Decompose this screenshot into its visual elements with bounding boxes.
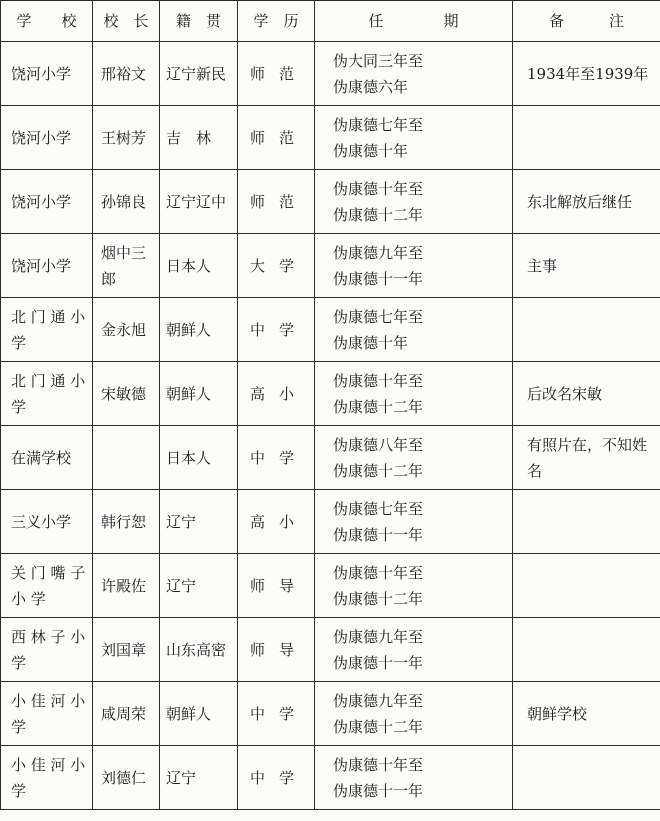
header-school: 学 校 [1, 1, 93, 42]
notes-cell [513, 554, 660, 618]
term-start: 伪康德九年至 [333, 691, 424, 710]
term-start: 伪大同三年至 [333, 51, 424, 70]
header-notes: 备 注 [513, 1, 660, 42]
origin-cell: 辽宁新民 [160, 42, 238, 106]
table-row [1, 554, 660, 618]
term-cell [315, 746, 513, 810]
notes-cell [513, 746, 660, 810]
header-term: 任 期 [315, 1, 513, 42]
school-cell: 北 门 通 小 学 [1, 362, 93, 426]
table-row [1, 682, 660, 746]
school-cell: 饶河小学 [1, 106, 93, 170]
term-start: 伪康德十年至 [333, 179, 424, 198]
table-row [1, 106, 660, 170]
origin-cell: 朝鲜人 [160, 298, 238, 362]
principal-cell: 孙锦良 [93, 170, 160, 234]
term-cell [315, 618, 513, 682]
origin-cell: 辽宁辽中 [160, 170, 238, 234]
table-row [1, 618, 660, 682]
school-cell: 小 佳 河 小 学 [1, 746, 93, 810]
education-cell: 高小 [238, 362, 315, 426]
term-cell [315, 106, 513, 170]
education-cell: 中学 [238, 682, 315, 746]
term-cell [315, 426, 513, 490]
principal-cell: 邢裕文 [93, 42, 160, 106]
education-cell: 中学 [238, 746, 315, 810]
principal-cell: 烟中三郎 [93, 234, 160, 298]
term-end: 伪康德十一年 [333, 525, 424, 544]
principal-cell: 刘德仁 [93, 746, 160, 810]
education-cell: 中学 [238, 426, 315, 490]
school-cell: 关 门 嘴 子 小 学 [1, 554, 93, 618]
education-cell: 师导 [238, 554, 315, 618]
term-cell [315, 490, 513, 554]
term-end: 伪康德十年 [333, 333, 409, 352]
origin-cell: 日本人 [160, 234, 238, 298]
school-cell: 三义小学 [1, 490, 93, 554]
term-start: 伪康德九年至 [333, 627, 424, 646]
notes-cell [513, 490, 660, 554]
term-start: 伪康德七年至 [333, 115, 424, 134]
term-cell [315, 682, 513, 746]
school-cell: 小 佳 河 小 学 [1, 682, 93, 746]
notes-cell: 有照片在，不知姓名 [513, 426, 660, 490]
term-start: 伪康德七年至 [333, 307, 424, 326]
term-end: 伪康德十一年 [333, 269, 424, 288]
term-end: 伪康德十二年 [333, 717, 424, 736]
principal-cell: 宋敏德 [93, 362, 160, 426]
term-end: 伪康德六年 [333, 77, 409, 96]
notes-cell: 主事 [513, 234, 660, 298]
origin-cell: 朝鲜人 [160, 362, 238, 426]
table-row [1, 490, 660, 554]
table-row [1, 234, 660, 298]
header-origin: 籍 贯 [160, 1, 238, 42]
origin-cell: 日本人 [160, 426, 238, 490]
term-end: 伪康德十二年 [333, 397, 424, 416]
principal-cell: 咸周荣 [93, 682, 160, 746]
school-cell: 在满学校 [1, 426, 93, 490]
term-start: 伪康德七年至 [333, 499, 424, 518]
term-end: 伪康德十二年 [333, 205, 424, 224]
school-cell: 饶河小学 [1, 234, 93, 298]
term-start: 伪康德十年至 [333, 371, 424, 390]
table-row [1, 426, 660, 490]
principal-cell: 许殿佐 [93, 554, 160, 618]
term-cell [315, 170, 513, 234]
principal-cell: 刘国章 [93, 618, 160, 682]
principal-cell: 韩行恕 [93, 490, 160, 554]
table-row [1, 362, 660, 426]
education-cell: 师导 [238, 618, 315, 682]
header-row [1, 1, 660, 42]
term-cell [315, 362, 513, 426]
origin-cell: 辽宁 [160, 746, 238, 810]
term-start: 伪康德九年至 [333, 243, 424, 262]
header-education: 学 历 [238, 1, 315, 42]
origin-cell: 辽宁 [160, 554, 238, 618]
education-cell: 师范 [238, 106, 315, 170]
term-end: 伪康德十年 [333, 141, 409, 160]
school-cell: 饶河小学 [1, 170, 93, 234]
term-cell [315, 234, 513, 298]
principal-cell: 王树芳 [93, 106, 160, 170]
education-cell: 师范 [238, 170, 315, 234]
school-cell: 西 林 子 小 学 [1, 618, 93, 682]
table-row [1, 298, 660, 362]
education-cell: 中学 [238, 298, 315, 362]
education-cell: 大学 [238, 234, 315, 298]
header-principal: 校 长 [93, 1, 160, 42]
term-end: 伪康德十一年 [333, 781, 424, 800]
notes-cell: 后改名宋敏 [513, 362, 660, 426]
notes-cell [513, 618, 660, 682]
origin-cell: 吉 林 [160, 106, 238, 170]
term-cell [315, 298, 513, 362]
education-cell: 高小 [238, 490, 315, 554]
school-cell: 北 门 通 小 学 [1, 298, 93, 362]
school-cell: 饶河小学 [1, 42, 93, 106]
notes-cell [513, 298, 660, 362]
term-cell [315, 554, 513, 618]
notes-cell: 朝鲜学校 [513, 682, 660, 746]
term-end: 伪康德十二年 [333, 461, 424, 480]
table-row [1, 42, 660, 106]
term-start: 伪康德十年至 [333, 755, 424, 774]
notes-cell: 东北解放后继任 [513, 170, 660, 234]
term-end: 伪康德十一年 [333, 653, 424, 672]
term-start: 伪康德十年至 [333, 563, 424, 582]
notes-cell [513, 106, 660, 170]
education-cell: 师范 [238, 42, 315, 106]
table-row [1, 746, 660, 810]
principal-cell: 金永旭 [93, 298, 160, 362]
origin-cell: 山东高密 [160, 618, 238, 682]
principal-cell [93, 426, 160, 490]
notes-cell: 1934年至1939年 [513, 42, 660, 106]
table-row [1, 170, 660, 234]
term-cell [315, 42, 513, 106]
origin-cell: 辽宁 [160, 490, 238, 554]
origin-cell: 朝鲜人 [160, 682, 238, 746]
term-start: 伪康德八年至 [333, 435, 424, 454]
term-end: 伪康德十二年 [333, 589, 424, 608]
